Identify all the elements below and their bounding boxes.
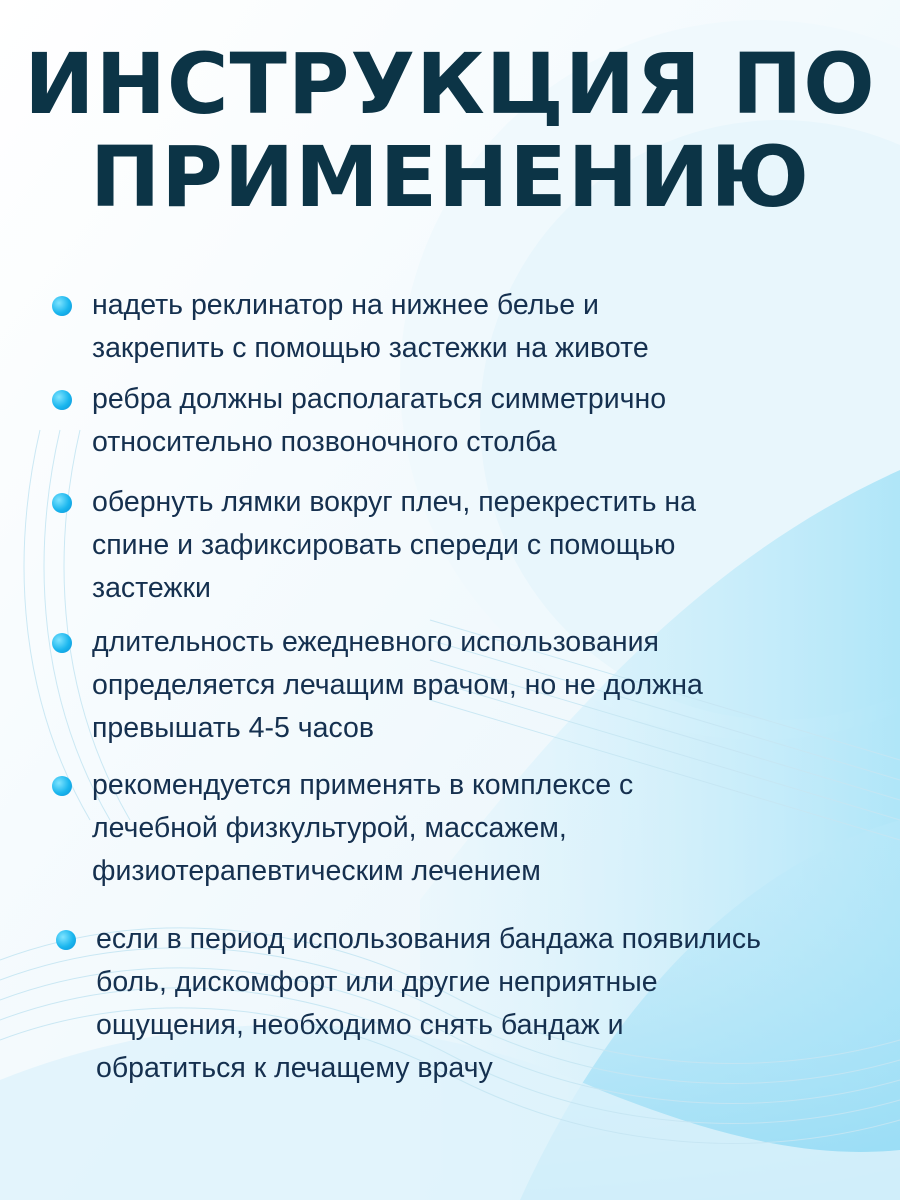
item-line: превышать 4-5 часов (92, 712, 375, 744)
item-line: боль, дискомфорт или другие неприятные (96, 966, 658, 998)
item-line: рекомендуется применять в комплексе с (92, 769, 634, 801)
title-line-2: ПРИМЕНЕНИЮ (89, 128, 811, 226)
instruction-item-6 (96, 918, 886, 1090)
item-line: застежки (92, 572, 211, 604)
item-line: ребра должны располагаться симметрично (92, 383, 667, 415)
item-line: длительность ежедневного использования (92, 626, 659, 658)
item-line: лечебной физкультурой, массажем, (92, 812, 567, 844)
item-line: физиотерапевтическим лечением (92, 855, 541, 887)
instruction-item-2 (92, 378, 882, 464)
item-line: надеть реклинатор на нижнее белье и (92, 289, 599, 321)
page-title (0, 35, 900, 226)
item-line: ощущения, необходимо снять бандаж и (96, 1009, 624, 1041)
item-line: спине и зафиксировать спереди с помощью (92, 529, 676, 561)
instruction-item-4 (92, 621, 882, 750)
bullet-dot-icon (52, 296, 72, 316)
item-line: обернуть лямки вокруг плеч, перекрестить на (92, 486, 696, 518)
bullet-dot-icon (56, 930, 76, 950)
instruction-item-3 (92, 481, 882, 610)
instruction-item-5 (92, 764, 882, 893)
bullet-dot-icon (52, 776, 72, 796)
bullet-dot-icon (52, 390, 72, 410)
item-line: обратиться к лечащему врачу (96, 1052, 493, 1084)
item-line: закрепить с помощью застежки на животе (92, 332, 649, 364)
instruction-item-1 (92, 284, 882, 370)
item-line: если в период использования бандажа появились (96, 923, 762, 955)
bullet-dot-icon (52, 493, 72, 513)
item-line: определяется лечащим врачом, но не должна (92, 669, 703, 701)
bullet-dot-icon (52, 633, 72, 653)
title-line-1: ИНСТРУКЦИЯ ПО (24, 35, 876, 133)
item-line: относительно позвоночного столба (92, 426, 557, 458)
